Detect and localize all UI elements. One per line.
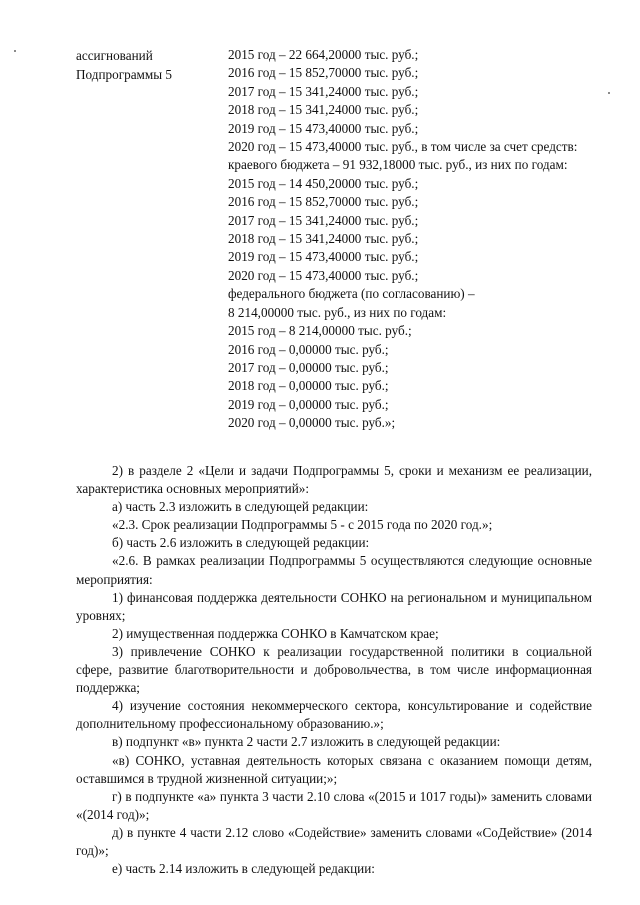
federal-year-line: 2020 год – 0,00000 тыс. руб.»; xyxy=(228,415,396,431)
paragraph: 4) изучение состояния некоммерческого сектора, консультирование и содействие дополнительному профессиональному образованию.»; xyxy=(76,698,592,732)
total-year-line: 2019 год – 15 473,40000 тыс. руб.; xyxy=(228,120,419,136)
scan-speck xyxy=(608,92,610,94)
paragraph: е) часть 2.14 изложить в следующей редакции: xyxy=(112,861,375,877)
regional-budget-intro: краевого бюджета – 91 932,18000 тыс. руб., из них по годам: xyxy=(228,157,568,173)
federal-year-line: 2017 год – 0,00000 тыс. руб.; xyxy=(228,359,389,375)
regional-year-line: 2015 год – 14 450,20000 тыс. руб.; xyxy=(228,175,419,191)
total-year-line: 2017 год – 15 341,24000 тыс. руб.; xyxy=(228,83,419,99)
regional-year-line: 2016 год – 15 852,70000 тыс. руб.; xyxy=(228,194,419,210)
federal-year-line: 2016 год – 0,00000 тыс. руб.; xyxy=(228,341,389,357)
passport-label xyxy=(76,46,226,84)
paragraph: г) в подпункте «а» пункта 3 части 2.10 слова «(2015 и 1017 годы)» заменить словами «(2014 год)»; xyxy=(76,788,592,822)
regional-year-line: 2017 год – 15 341,24000 тыс. руб.; xyxy=(228,212,419,228)
scan-speck xyxy=(14,50,16,52)
passport-label-line: Подпрограммы 5 xyxy=(76,67,172,82)
paragraph: 2) в разделе 2 «Цели и задачи Подпрограммы 5, сроки и механизм ее реализации, характеристика основных мероприятий»: xyxy=(76,463,592,497)
regional-year-line: 2018 год – 15 341,24000 тыс. руб.; xyxy=(228,231,419,247)
paragraph: а) часть 2.3 изложить в следующей редакции: xyxy=(112,499,369,515)
federal-budget-intro: федерального бюджета (по согласованию) – xyxy=(228,286,475,302)
paragraph: д) в пункте 4 части 2.12 слово «Содействие» заменить словами «СоДействие» (2014 год)»; xyxy=(76,824,592,858)
paragraph: «2.3. Срок реализации Подпрограммы 5 - с 2015 года по 2020 год.»; xyxy=(112,517,493,533)
paragraph: в) подпункт «в» пункта 2 части 2.7 изложить в следующей редакции: xyxy=(112,734,501,750)
federal-budget-total: 8 214,00000 тыс. руб., из них по годам: xyxy=(228,304,447,320)
total-2020-line: 2020 год – 15 473,40000 тыс. руб., в том числе за счет средств: xyxy=(228,139,578,155)
total-year-line: 2015 год – 22 664,20000 тыс. руб.; xyxy=(228,47,419,62)
passport-label-line: ассигнований xyxy=(76,48,153,63)
paragraph: б) часть 2.6 изложить в следующей редакции: xyxy=(112,535,370,551)
paragraph: 2) имущественная поддержка СОНКО в Камчатском крае; xyxy=(112,625,439,641)
paragraph: 1) финансовая поддержка деятельности СОНКО на региональном и муниципальном уровнях; xyxy=(76,589,592,623)
paragraph: 3) привлечение СОНКО к реализации государственной политики в социальной сфере, развитие благотворительности и добровольчества, в том числе информационная поддержка; xyxy=(76,643,592,696)
total-year-line: 2016 год – 15 852,70000 тыс. руб.; xyxy=(228,65,419,81)
total-year-line: 2018 год – 15 341,24000 тыс. руб.; xyxy=(228,102,419,118)
regional-year-line: 2019 год – 15 473,40000 тыс. руб.; xyxy=(228,249,419,265)
paragraph: «2.6. В рамках реализации Подпрограммы 5 осуществляются следующие основные мероприятия: xyxy=(76,553,592,587)
passport-values xyxy=(228,46,592,433)
regional-year-line: 2020 год – 15 473,40000 тыс. руб.; xyxy=(228,267,419,283)
federal-year-line: 2018 год – 0,00000 тыс. руб.; xyxy=(228,378,389,394)
amendment-text xyxy=(76,462,592,878)
paragraph: «в) СОНКО, уставная деятельность которых связана с оказанием помощи детям, оставшимся в трудной жизненной ситуации;»; xyxy=(76,752,592,786)
federal-year-line: 2019 год – 0,00000 тыс. руб.; xyxy=(228,396,389,412)
federal-year-line: 2015 год – 8 214,00000 тыс. руб.; xyxy=(228,323,412,339)
